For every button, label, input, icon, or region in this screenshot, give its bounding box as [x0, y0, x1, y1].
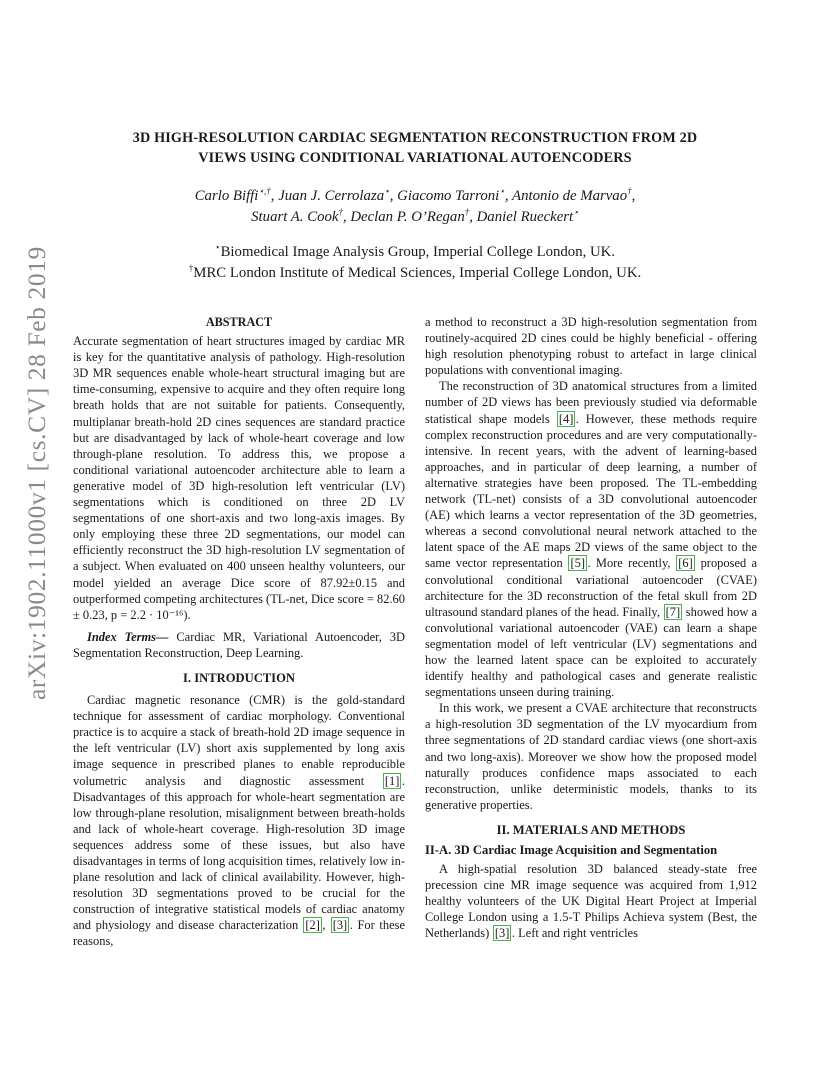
intro-paragraph: Cardiac magnetic resonance (CMR) is the gold-standard technique for assessment of cardiac morphology. Conventional practice is to acquire a stack of breath-hold 2D image sequence in the left ventricular (LV) short axis supplemented by long axis image sequence in prescribed planes to enable reproducible volumetric analysis and diagnostic assessment [1] . Disadvantages of this approach for whole-heart segmentation are low through-plane resolution, misalignment between breath-holds and lack of whole-heart coverage. High-resolution 3D image sequences address some of these issues, but also have disadvantages in terms of long acquisition times, relatively low in-plane resolution and lack of clinical availability. However, high-resolution 3D segmentations proved to be crucial for the construction of integrative statistical models of cardiac anatomy and physiology and disease characterization [2] , [3] . For these reasons, [73, 693, 405, 949]
acquisition-paragraph: A high-spatial resolution 3D balanced steady-state free precession cine MR image sequence was acquired from 1,912 healthy volunteers of the UK Digital Heart Project at Imperial College London using a 1.5-T Philips Achieva system (Best, the Netherlands) [3] . Left and right ventricles [425, 862, 757, 941]
contribution-paragraph: In this work, we present a CVAE architecture that reconstructs a high-resolution 3D segmentation of the LV myocardium from three segmentations of 2D standard cardiac views (one short-axis and two long-axis). Moreover we show how the proposed model naturally produces confidence maps associated to each reconstruction, unlike deterministic models, thanks to its generative properties. [425, 701, 757, 812]
citation-link[interactable]: [6] [678, 556, 693, 571]
author-3: Giacomo Tarroni⋆, [397, 186, 513, 204]
author-4: Antonio de Marvao†, [512, 186, 636, 204]
methods-heading: II. MATERIALS AND METHODS [496, 822, 686, 837]
intro-heading: I. INTRODUCTION [183, 670, 295, 685]
abstract-text: Accurate segmentation of heart structures imaged by cardiac MR is key for the quantitative analysis of pathology. High-resolution 3D MR sequences enable whole-heart structural imaging but are time-consuming, expensive to acquire and they often require long breath holds that are not suitable for patients. Consequently, multiplanar breath-hold 2D cines sequences are standard practice but are disadvantaged by lack of whole-heart coverage and low through-plane resolution. To address this, we propose a conditional variational autoencoder architecture able to learn a generative model of 3D high-resolution left ventricular (LV) segmentations which is conditioned on three 2D LV segmentations of one short-axis and two long-axis images. By only employing these three 2D segmentations, our model can efficiently reconstruct the 3D high-resolution LV segmentation of a subject. When evaluated on 400 unseen healthy volunteers, our model yielded an average Dice score of 87.92±0.15 and outperformed competing architectures (TL-net, Dice score = 82.60 ± 0.23, p = 2.2 · 10⁻¹⁶). [73, 334, 405, 622]
index-terms-label: Index Terms— [87, 629, 169, 644]
affiliations [80, 242, 750, 284]
citation-link[interactable]: [3] [494, 926, 510, 941]
citation-link[interactable]: [5] [570, 556, 585, 571]
author-7: Daniel Rueckert⋆ [476, 207, 579, 225]
left-column [73, 314, 405, 950]
title-line-2: VIEWS USING CONDITIONAL VARIATIONAL AUTOENCODERS [198, 150, 632, 166]
index-terms-text: Cardiac MR, Variational Autoencoder, 3D Segmentation Reconstruction, Deep Learning. [73, 629, 405, 660]
author-6: Declan P. O’Regan†, [350, 207, 477, 225]
paper-title [80, 128, 750, 168]
citation-link[interactable]: [3] [332, 918, 348, 933]
arxiv-identifier: arXiv:1902.11000v1 [cs.CV] 28 Feb 2019 [22, 246, 51, 700]
author-5: Stuart A. Cook†, [251, 207, 351, 225]
affiliation-1: ⋆Biomedical Image Analysis Group, Imperial College London, UK. [214, 242, 616, 260]
abstract-heading: ABSTRACT [205, 315, 273, 329]
right-column [425, 314, 757, 942]
author-1: Carlo Biffi⋆,†, [194, 186, 279, 204]
index-terms [73, 629, 405, 661]
affiliation-2: †MRC London Institute of Medical Sciences, Imperial College London, UK. [188, 263, 642, 281]
related-work-paragraph: The reconstruction of 3D anatomical structures from a limited number of 2D views has been previously studied via deformable statistical shape models [4] . However, these methods require complex reconstruction procedures and are very computationally-intensive. In recent years, with the advent of learning-based approaches, and in particular of deep learning, a number of alternative strategies have been proposed. The TL-embedding network (TL-net) consists of a 3D convolutional autoencoder (AE) which learns a vector representation of the 3D geometries, whereas a second convolutional neural network attached to the latent space of the AE maps 2D views of the same object to the same vector representation [5] . More recently, [6] proposed a convolutional conditional variational autoencoder (CVAE) architecture for the 3D reconstruction of the fetal skull from 2D ultrasound standard planes of the head. Finally, [7] showed how a convolutional variational autoencoder (VAE) can learn a shape segmentation model of left ventricular (LV) segmentations and how the learned latent space can be exploited to accurately identify healthy and pathological cases and generate realistic segmentations unseen during training. [425, 379, 758, 700]
citation-link[interactable]: [1] [384, 773, 400, 788]
acquisition-subheading: II-A. 3D Cardiac Image Acquisition and Segmentation [425, 843, 718, 857]
citation-link[interactable]: [4] [558, 411, 574, 426]
title-line-1: 3D HIGH-RESOLUTION CARDIAC SEGMENTATION RECONSTRUCTION FROM 2D [132, 130, 698, 146]
citation-link[interactable]: [2] [305, 918, 320, 933]
intro-continuation: a method to reconstruct a 3D high-resolution segmentation from routinely-acquired 2D cines could be highly beneficial - offering high resolution phenotyping robust to artefact in large clinical populations with conventional imaging. [425, 315, 757, 378]
author-2: Juan J. Cerrolaza⋆, [278, 186, 398, 204]
author-list [80, 186, 750, 228]
citation-link[interactable]: [7] [665, 604, 681, 619]
